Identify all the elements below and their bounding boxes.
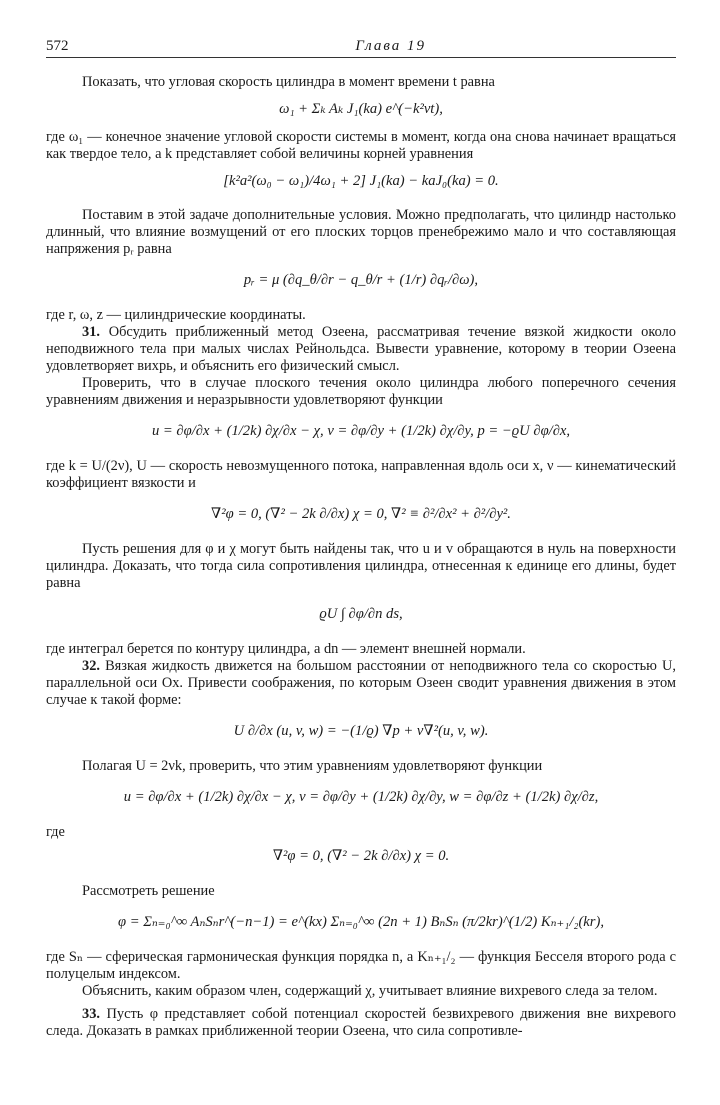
paragraph: где k = U/(2ν), U — скорость невозмущенного потока, направленная вдоль оси x, ν — кинематический коэффициент вязкости и [46, 458, 676, 491]
equation: ∇²φ = 0, (∇² − 2k ∂/∂x) χ = 0. [272, 848, 450, 864]
equation: φ = Σₙ₌₀^∞ AₙSₙr^(−n−1) = e^(kx) Σₙ₌₀^∞ (2n + 1) BₙSₙ (π/2kr)^(1/2) Kₙ₊₁/₂(kr), [118, 914, 604, 930]
problem-32 [46, 658, 676, 709]
problem-number: 31. [82, 324, 100, 340]
paragraph: Рассмотреть решение [82, 883, 215, 899]
equation: pᵣ = μ (∂q_θ/∂r − q_θ/r + (1/r) ∂qᵣ/∂ω), [243, 272, 479, 288]
page-header [46, 38, 676, 58]
paragraph: где интеграл берется по контуру цилиндра, а dn — элемент внешней нормали. [46, 641, 526, 657]
paragraph: Объяснить, каким образом член, содержащий χ, учитывает влияние вихревого следа за телом. [82, 983, 658, 999]
paragraph: Полагая U = 2νk, проверить, что этим уравнениям удовлетворяют функции [82, 758, 543, 774]
paragraph: где Sₙ — сферическая гармоническая функция порядка n, а Kₙ₊₁/₂ — функция Бесселя второго рода с полуцелым индексом. [46, 949, 676, 982]
equation: U ∂/∂x (u, v, w) = −(1/ϱ) ∇p + ν∇²(u, v, w). [233, 723, 489, 739]
problem-number: 32. [82, 658, 100, 674]
paragraph: Пусть решения для φ и χ могут быть найдены так, что u и v обращаются в нуль на поверхности цилиндра. Доказать, что тогда сила сопротивления цилиндра, отнесенная к единице его длины, будет равна [46, 541, 676, 591]
paragraph: где ω₁ — конечное значение угловой скорости системы в момент, когда она снова начинает вращаться как твердое тело, а k представляет собой величины корней уравнения [46, 129, 676, 162]
paragraph: Поставим в этой задаче дополнительные условия. Можно предполагать, что цилиндр настолько длинный, что влияние возмущений от его плоских торцов пренебрежимо мало и что составляющая напряжения pᵣ равна [46, 207, 676, 257]
equation: ϱU ∫ ∂φ/∂n ds, [319, 606, 403, 622]
page-number: 572 [46, 38, 69, 54]
equation: [k²a²(ω₀ − ω₁)/4ω₁ + 2] J₁(ka) − kaJ₀(ka) = 0. [223, 173, 499, 189]
paragraph: где [46, 824, 65, 840]
paragraph: Показать, что угловая скорость цилиндра в момент времени t равна [82, 74, 495, 90]
paragraph: где r, ω, z — цилиндрические координаты. [46, 307, 306, 323]
problem-33 [46, 1006, 676, 1040]
problem-number: 33. [82, 1006, 100, 1022]
problem-31 [46, 324, 676, 375]
equation: u = ∂φ/∂x + (1/2k) ∂χ/∂x − χ, v = ∂φ/∂y + (1/2k) ∂χ/∂y, p = −ϱU ∂φ/∂x, [151, 423, 571, 439]
equation: ∇²φ = 0, (∇² − 2k ∂/∂x) χ = 0, ∇² ≡ ∂²/∂x² + ∂²/∂y². [211, 506, 511, 522]
equation: u = ∂φ/∂x + (1/2k) ∂χ/∂x − χ, v = ∂φ/∂y + (1/2k) ∂χ/∂y, w = ∂φ/∂z + (1/2k) ∂χ/∂z, [123, 789, 599, 805]
chapter-title: Глава 19 [355, 38, 426, 54]
paragraph: Проверить, что в случае плоского течения около цилиндра любого поперечного сечения уравнениям движения и неразрывности удовлетворяют функции [46, 375, 676, 408]
problem-text: Пусть φ представляет собой потенциал скоростей безвихревого движения вне вихревого следа. Доказать в рамках приближенной теории Озеена, что сила сопротивле- [46, 1006, 676, 1039]
equation: ω₁ + Σₖ Aₖ J₁(ka) e^(−k²νt), [279, 101, 443, 117]
problem-text: Обсудить приближенный метод Озеена, рассматривая течение вязкой жидкости около неподвижного тела при малых числах Рейнольдса. Вывести уравнение, которому в теории Озеена удовлетворяет вихрь, и объяснить его физический смысл. [46, 324, 676, 374]
problem-text: Вязкая жидкость движется на большом расстоянии от неподвижного тела со скоростью U, параллельной оси Ox. Привести соображения, по которым Озеен сводит уравнения движения в этом случае к такой форме: [46, 658, 676, 708]
